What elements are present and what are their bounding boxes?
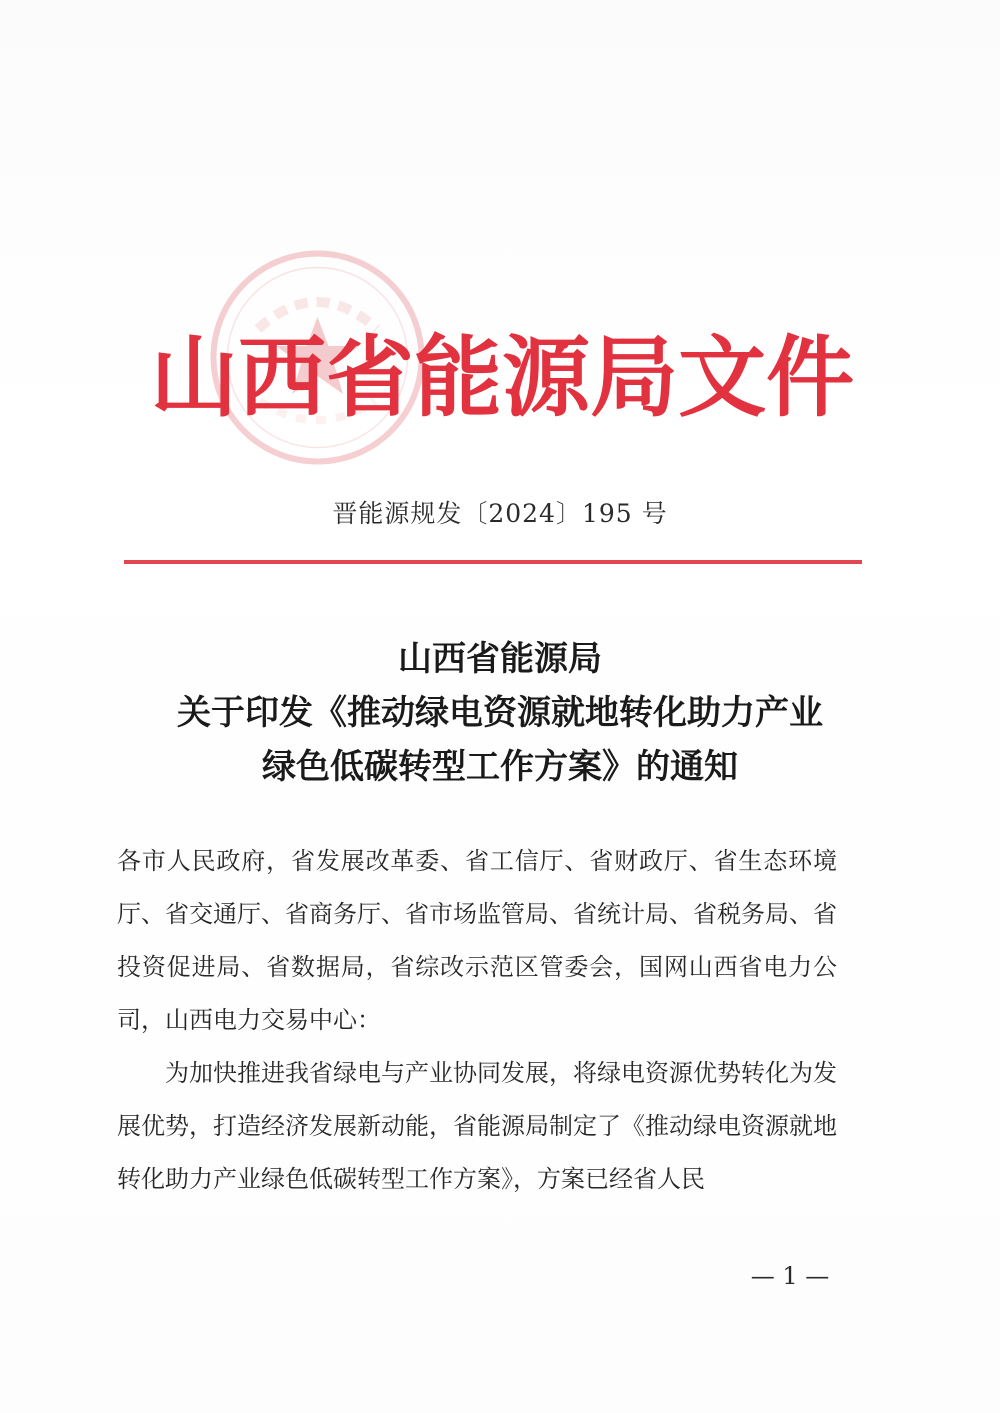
header-title-char: 山: [150, 326, 239, 429]
header-title-char: 文: [678, 326, 767, 429]
document-header-title: [150, 318, 855, 438]
header-divider: [124, 560, 862, 564]
header-title-char: 省: [326, 326, 415, 429]
body-paragraph: 为加快推进我省绿电与产业协同发展，将绿电资源优势转化为发展优势，打造经济发展新动能，省能源局制定了《推动绿电资源就地转化助力产业绿色低碳转型工作方案》，方案已经省人民: [117, 1059, 837, 1193]
notice-title-line: 关于印发《推动绿电资源就地转化助力产业: [177, 693, 823, 733]
notice-title: [0, 632, 1000, 794]
header-title-char: 能: [414, 326, 503, 429]
header-title-char: 件: [766, 326, 855, 429]
document-body: [117, 835, 837, 1206]
notice-title-line: 山西省能源局: [398, 639, 602, 679]
recipients-paragraph: 各市人民政府，省发展改革委、省工信厅、省财政厅、省生态环境厅、省交通厅、省商务厅、省市场监管局、省统计局、省税务局、省投资促进局、省数据局，省综改示范区管委会，国网山西省电力公司，山西电力交易中心：: [117, 847, 837, 1034]
header-title-char: 西: [238, 326, 327, 429]
page-number: — 1 —: [750, 1262, 830, 1290]
header-title-char: 局: [590, 326, 679, 429]
notice-title-line: 绿色低碳转型工作方案》的通知: [262, 747, 738, 787]
header-title-char: 源: [502, 326, 591, 429]
document-number: 晋能源规发〔2024〕195 号: [332, 499, 668, 528]
